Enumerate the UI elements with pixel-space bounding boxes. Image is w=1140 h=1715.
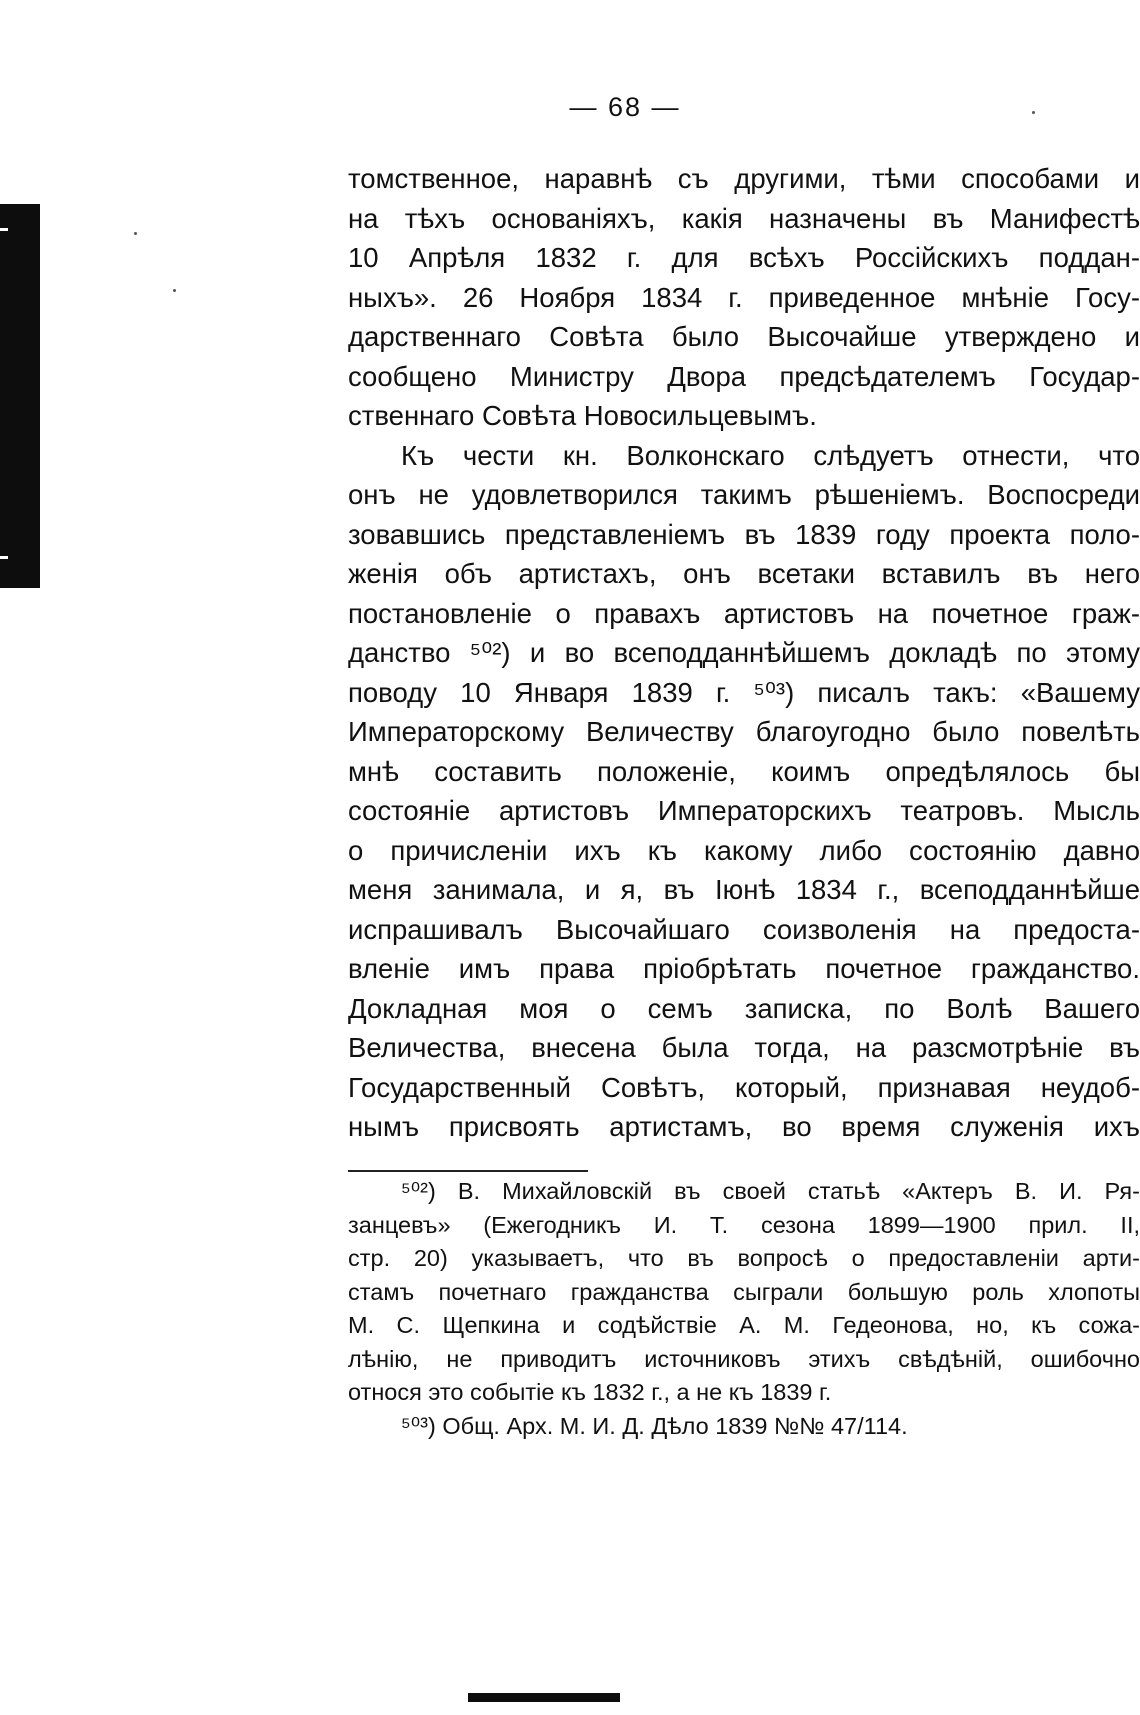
footnote-line: занцевъ» (Ежегодникъ И. Т. сезона 1899—1900 прил. II, [348,1211,1140,1238]
text-line: ныхъ». 26 Ноября 1834 г. приведенное мнѣніе Госу- [348,281,1140,313]
footnote-line: ⁵⁰²) В. Михайловскій въ своей статьѣ «Актеръ В. И. Ря- [401,1178,1140,1204]
footnote-line: ⁵⁰³) Общ. Арх. М. И. Д. Дѣло 1839 №№ 47/114. [401,1412,908,1439]
text-line: дарственнаго Совѣта было Высочайше утверждено и [348,321,1140,352]
scan-edge-notch [0,228,8,231]
footnote-line: М. С. Щепкина и содѣйствіе А. М. Гедеонова, но, къ сожа- [348,1312,1140,1338]
text-line: поводу 10 Января 1839 г. ⁵⁰³) писалъ такъ: «Вашему [348,676,1140,708]
scan-edge-bar [0,204,40,588]
text-line: нымъ присвоять артистамъ, во время служенія ихъ [348,1111,1140,1142]
text-line: онъ не удовлетворился такимъ рѣшеніемъ. Воспосреди [348,479,1140,510]
text-line: испрашивалъ Высочайшаго соизволенія на предоста- [348,913,1140,945]
scan-edge-notch [0,556,8,559]
text-line: Государственный Совѣтъ, который, признавая неудоб- [348,1071,1140,1103]
text-line: о причисленіи ихъ къ какому либо состоянію давно [348,834,1140,866]
scan-speck [134,232,137,235]
text-line: зовавшись представленіемъ въ 1839 году проекта поло- [348,518,1140,550]
text-line: состояніе артистовъ Императорскихъ театровъ. Мысль [348,795,1140,826]
text-line: Величества, внесена была тогда, на разсмотрѣніе въ [348,1032,1140,1063]
footnote-rule [348,1170,588,1172]
text-line: на тѣхъ основаніяхъ, какія назначены въ Манифестѣ [348,202,1140,234]
text-line: Къ чести кн. Волконскаго слѣдуетъ отнести, что [401,439,1140,471]
scan-speck [173,289,176,292]
footnote-line: стамъ почетнаго гражданства сыграли большую роль хлопоты [348,1278,1140,1305]
text-line: данство ⁵⁰²) и во всеподданнѣйшемъ докладѣ по этому [348,637,1140,668]
text-line: меня занимала, и я, въ Іюнѣ 1834 г., всеподданнѣйше [348,874,1140,905]
text-line: томственное, наравнѣ съ другими, тѣми способами и [348,163,1140,194]
footnotes [348,1175,1140,1443]
text-line: Докладная моя о семъ записка, по Волѣ Вашего [348,992,1140,1024]
text-line: женія объ артистахъ, онъ всетаки вставилъ въ него [348,558,1140,589]
text-line: постановленіе о правахъ артистовъ на почетное граж- [348,597,1140,629]
body-text [348,159,1140,1147]
bottom-rule [468,1693,620,1702]
footnote-line: стр. 20) указываетъ, что въ вопросѣ о предоставленіи арти- [348,1245,1140,1271]
text-line: Императорскому Величеству благоугодно было повелѣть [348,716,1140,747]
text-line: мнѣ составить положеніе, коимъ опредѣлялось бы [348,755,1140,787]
text-line: ственнаго Совѣта Новосильцевымъ. [348,400,817,431]
text-line: сообщено Министру Двора предсѣдателемъ Государ- [348,360,1140,392]
text-line: вленіе имъ права пріобрѣтать почетное гражданство. [348,953,1140,984]
text-line: 10 Апрѣля 1832 г. для всѣхъ Россійскихъ поддан- [348,242,1140,273]
footnote-line: лѣнію, не приводитъ источниковъ этихъ свѣдѣній, ошибочно [348,1345,1140,1372]
page-number: — 68 — [569,92,681,122]
footnote-line: относя это событіе къ 1832 г., а не къ 1839 г. [348,1379,832,1405]
scan-speck [1032,111,1035,114]
